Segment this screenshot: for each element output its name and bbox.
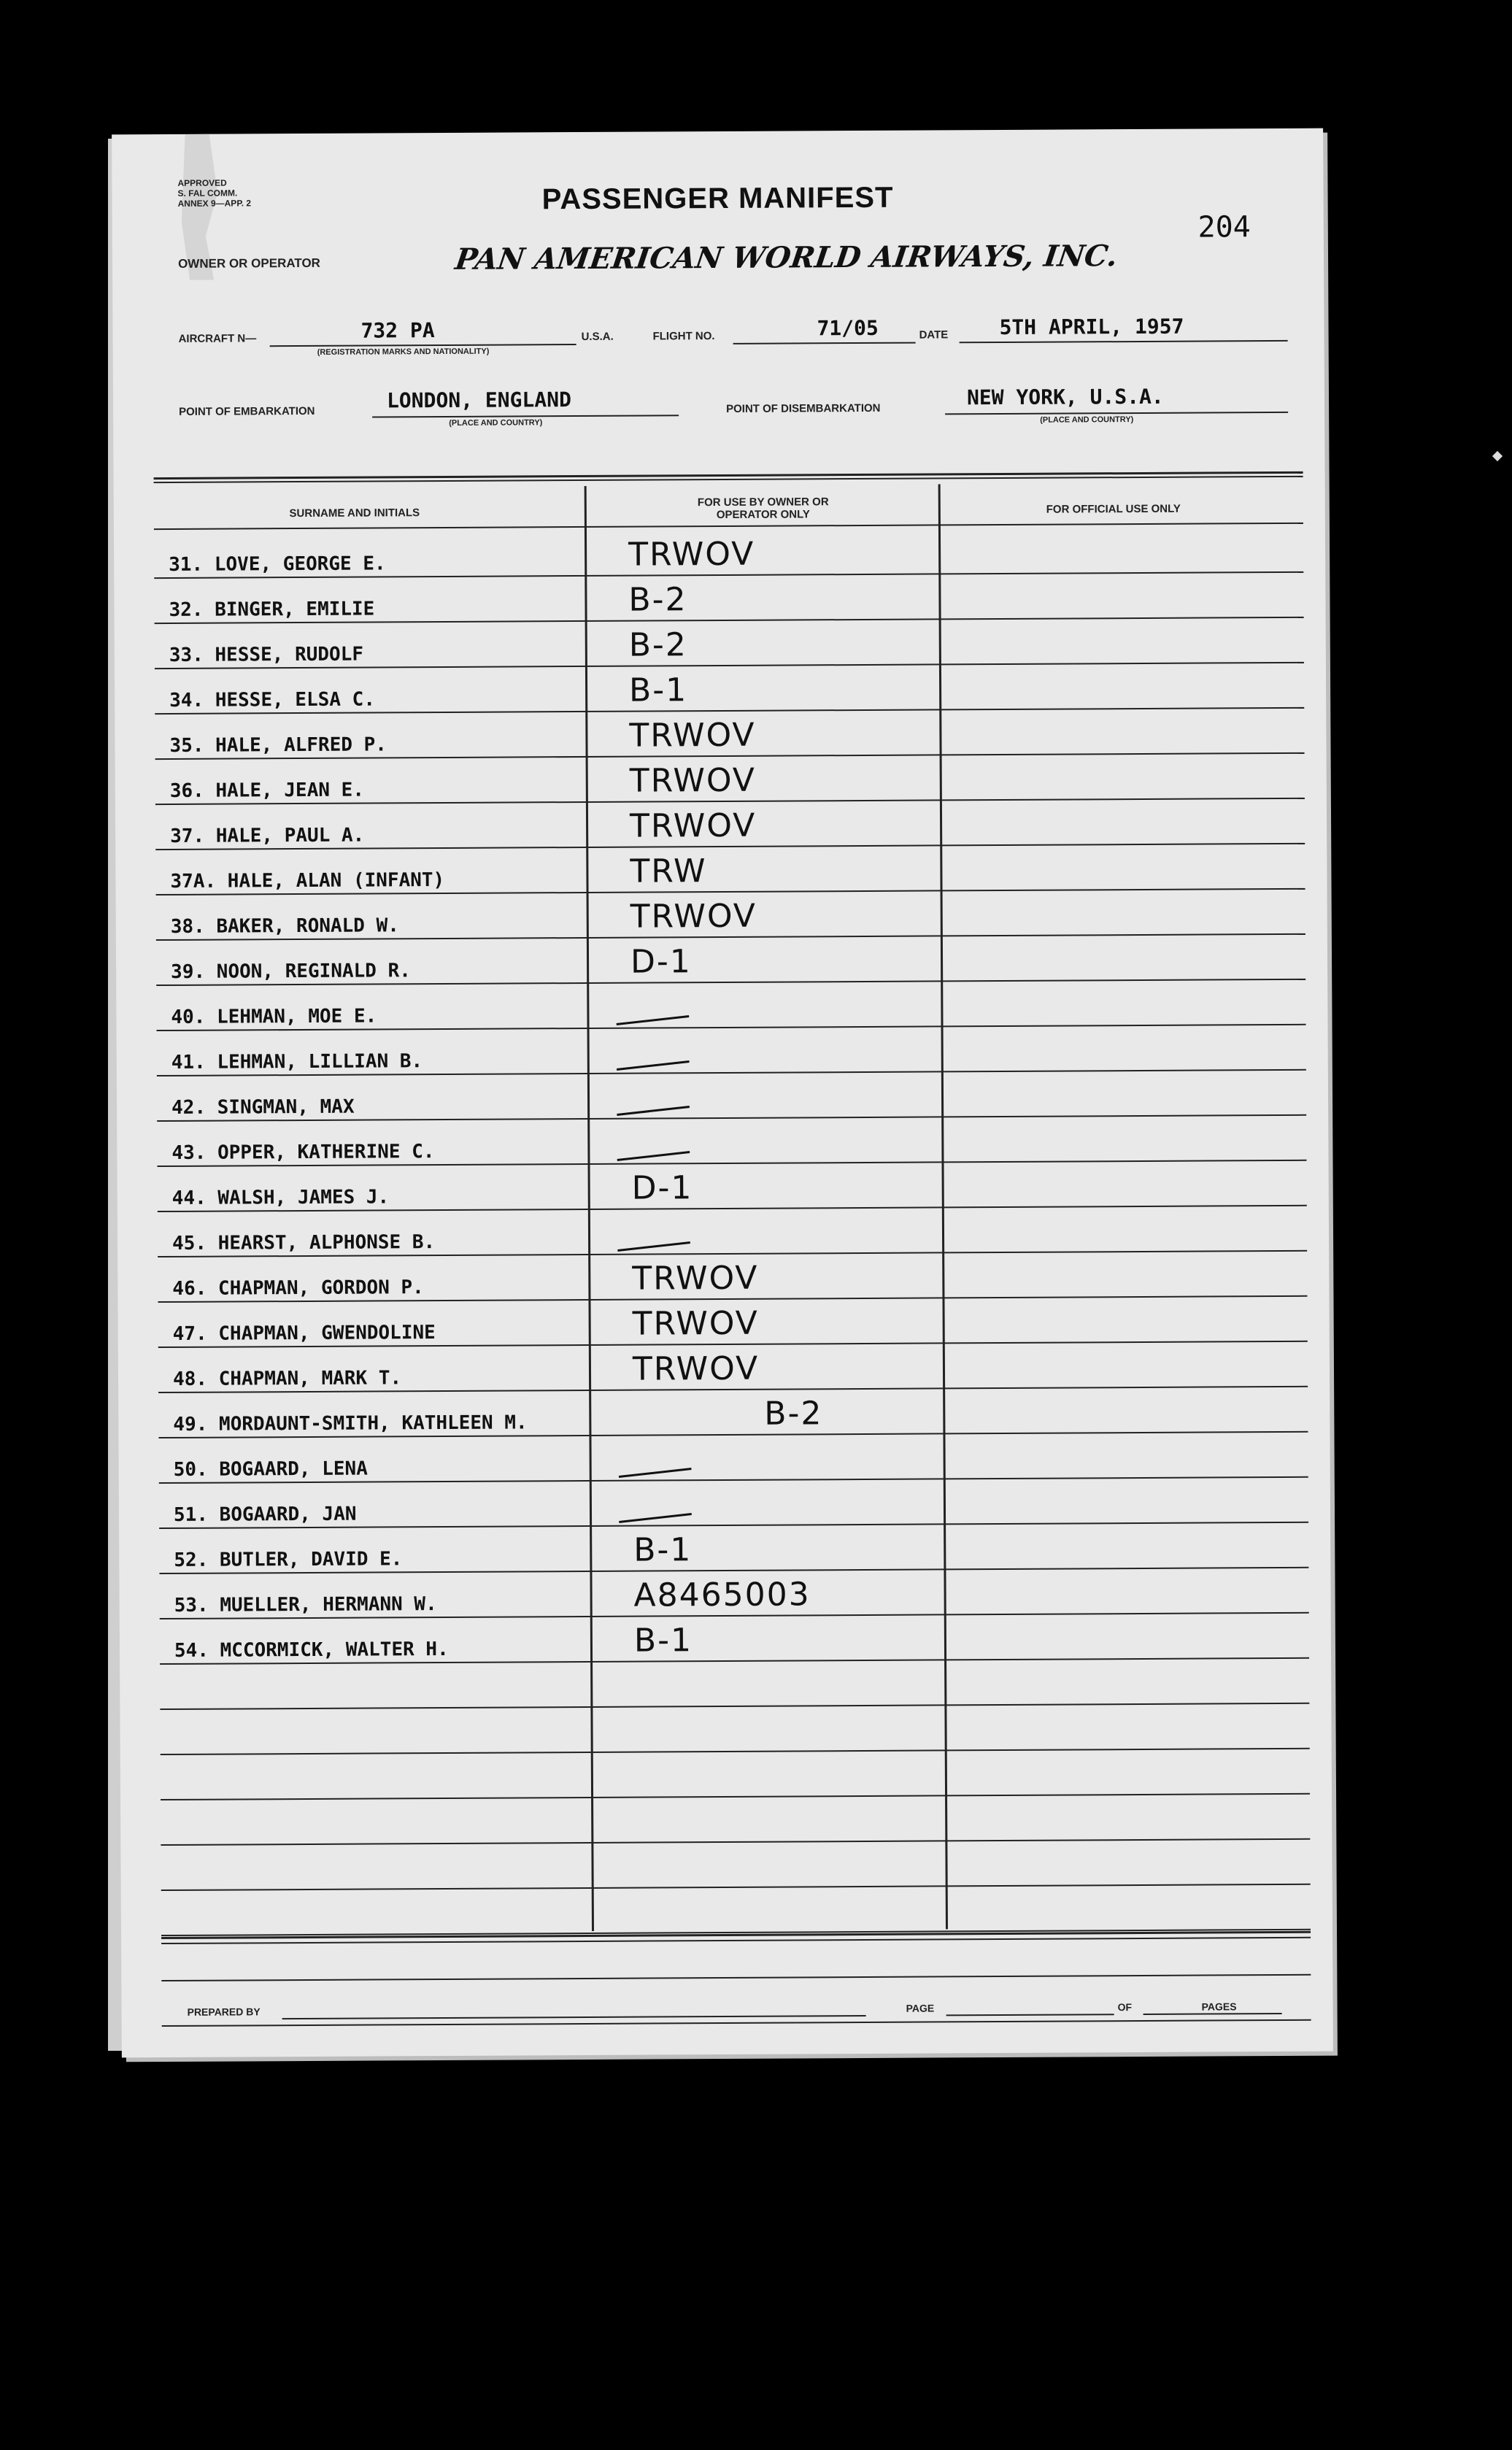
passenger-surname: BINGER, EMILIE bbox=[215, 598, 375, 621]
passenger-name bbox=[174, 1548, 402, 1571]
handwritten-dash bbox=[619, 1513, 692, 1523]
document-title: PASSENGER MANIFEST bbox=[541, 181, 894, 216]
disembarkation-underline bbox=[945, 412, 1288, 415]
table-row bbox=[160, 1612, 1309, 1665]
passenger-number: 53. bbox=[174, 1594, 209, 1617]
embarkation-label: POINT OF EMBARKATION bbox=[179, 404, 315, 418]
passenger-number: 39. bbox=[171, 960, 206, 983]
passenger-surname: CHAPMAN, GWENDOLINE bbox=[218, 1322, 436, 1345]
footer-prepared-by: PREPARED BY bbox=[187, 2006, 261, 2018]
passenger-number: 51. bbox=[173, 1503, 209, 1526]
passenger-number: 42. bbox=[171, 1096, 207, 1119]
handwritten-note: TRWOV bbox=[630, 897, 757, 936]
passenger-number: 40. bbox=[171, 1006, 206, 1028]
embarkation-sub: (PLACE AND COUNTRY) bbox=[449, 418, 543, 428]
table-row bbox=[158, 1295, 1307, 1348]
aircraft-label: AIRCRAFT N— bbox=[178, 332, 257, 345]
table-row bbox=[158, 1160, 1307, 1212]
flight-underline bbox=[733, 342, 916, 344]
table-row bbox=[156, 933, 1305, 986]
aircraft-nation: U.S.A. bbox=[581, 330, 614, 343]
table-row bbox=[158, 1205, 1307, 1257]
handwritten-dash bbox=[617, 1151, 690, 1161]
date-value: 5TH APRIL, 1957 bbox=[999, 314, 1184, 339]
passenger-name bbox=[170, 869, 444, 893]
handwritten-note: D-1 bbox=[630, 943, 692, 981]
handwritten-note: B-1 bbox=[628, 671, 688, 709]
passenger-number: 36. bbox=[169, 779, 204, 802]
passenger-surname: LEHMAN, MOE E. bbox=[216, 1005, 377, 1028]
passenger-name bbox=[172, 1276, 424, 1300]
passenger-number: 31. bbox=[169, 553, 204, 576]
passenger-name bbox=[173, 1367, 401, 1390]
table-row bbox=[157, 1069, 1306, 1122]
passenger-surname: CHAPMAN, GORDON P. bbox=[217, 1276, 424, 1300]
handwritten-note: TRWOV bbox=[628, 535, 755, 574]
table-row bbox=[161, 1748, 1310, 1800]
passenger-name bbox=[171, 1096, 355, 1119]
approval-line: ANNEX 9—APP. 2 bbox=[177, 198, 252, 209]
date-label: DATE bbox=[919, 328, 949, 342]
disembarkation-sub: (PLACE AND COUNTRY) bbox=[1040, 415, 1134, 425]
passenger-name bbox=[171, 1141, 434, 1164]
scan-mark bbox=[1492, 451, 1503, 461]
handwritten-note: TRWOV bbox=[629, 806, 757, 845]
table-row bbox=[158, 1386, 1308, 1438]
passenger-number: 46. bbox=[172, 1277, 207, 1300]
date-underline bbox=[960, 340, 1288, 343]
handwritten-dash bbox=[617, 1060, 690, 1071]
passenger-name bbox=[169, 733, 387, 757]
table-row bbox=[155, 617, 1304, 669]
passenger-name bbox=[169, 598, 374, 620]
table-row bbox=[159, 1522, 1308, 1574]
passenger-name bbox=[171, 914, 399, 938]
passenger-number: 37. bbox=[170, 825, 205, 847]
table-row bbox=[155, 752, 1305, 805]
handwritten-dash bbox=[617, 1106, 690, 1116]
handwritten-dash bbox=[617, 1241, 690, 1252]
passenger-surname: CHAPMAN, MARK T. bbox=[218, 1367, 402, 1390]
passenger-name bbox=[174, 1593, 437, 1617]
passenger-surname: HEARST, ALPHONSE B. bbox=[217, 1231, 436, 1255]
passenger-name bbox=[172, 1231, 435, 1255]
table-row bbox=[161, 1838, 1310, 1891]
passenger-number: 33. bbox=[169, 644, 204, 666]
passenger-number: 38. bbox=[170, 915, 205, 938]
footer-pages: PAGES bbox=[1201, 2000, 1237, 2013]
table-row bbox=[155, 798, 1305, 850]
table-row bbox=[158, 1431, 1308, 1484]
table-row bbox=[154, 571, 1303, 624]
flight-label: FLIGHT NO. bbox=[652, 330, 715, 343]
footer-page: PAGE bbox=[906, 2002, 935, 2014]
table-row bbox=[158, 1250, 1307, 1303]
passenger-surname: MUELLER, HERMANN W. bbox=[220, 1593, 437, 1617]
passenger-surname: HALE, ALFRED P. bbox=[215, 733, 387, 757]
passenger-number: 54. bbox=[174, 1639, 209, 1662]
table-row bbox=[158, 1341, 1308, 1393]
passenger-name bbox=[171, 1005, 377, 1028]
handwritten-note: B-1 bbox=[633, 1622, 693, 1660]
passenger-name bbox=[174, 1503, 357, 1526]
passenger-surname: BAKER, RONALD W. bbox=[216, 914, 399, 938]
passenger-surname: LOVE, GEORGE E. bbox=[214, 552, 386, 576]
table-row bbox=[159, 1567, 1308, 1619]
passenger-number: 32. bbox=[169, 598, 204, 621]
embarkation-value: LONDON, ENGLAND bbox=[386, 388, 571, 413]
passenger-surname: HALE, ALAN (INFANT) bbox=[227, 868, 445, 893]
passenger-number: 45. bbox=[171, 1232, 207, 1255]
handwritten-note: TRW bbox=[630, 852, 707, 890]
table-row bbox=[156, 979, 1305, 1031]
passenger-surname: SINGMAN, MAX bbox=[217, 1095, 355, 1119]
handwritten-note: TRWOV bbox=[629, 761, 757, 800]
passenger-surname: BOGAARD, JAN bbox=[219, 1503, 357, 1526]
disembarkation-label: POINT OF DISEMBARKATION bbox=[726, 401, 881, 415]
handwritten-note: TRWOV bbox=[632, 1304, 759, 1343]
handwritten-note: TRWOV bbox=[632, 1259, 759, 1298]
passenger-surname: HESSE, RUDOLF bbox=[215, 643, 364, 666]
passenger-number: 48. bbox=[172, 1368, 208, 1390]
page-number: 204 bbox=[1197, 210, 1251, 244]
passenger-surname: HESSE, ELSA C. bbox=[215, 688, 376, 712]
passenger-name bbox=[171, 960, 411, 983]
passenger-surname: BOGAARD, LENA bbox=[219, 1457, 368, 1481]
handwritten-note: B-2 bbox=[628, 581, 687, 619]
handwritten-note: D-1 bbox=[631, 1169, 693, 1207]
passenger-name bbox=[170, 779, 364, 802]
passenger-surname: NOON, REGINALD R. bbox=[216, 960, 411, 983]
table-row bbox=[155, 707, 1304, 760]
table-row bbox=[156, 888, 1305, 941]
handwritten-note: TRWOV bbox=[629, 716, 756, 755]
disembarkation-value: NEW YORK, U.S.A. bbox=[966, 384, 1164, 410]
flight-value: 71/05 bbox=[817, 315, 879, 341]
table-row bbox=[154, 526, 1303, 579]
passenger-surname: HALE, PAUL A. bbox=[215, 824, 365, 847]
passenger-name bbox=[174, 1458, 368, 1481]
passenger-name bbox=[171, 1050, 423, 1074]
footer-of: OF bbox=[1117, 2001, 1133, 2014]
handwritten-note: B-2 bbox=[628, 626, 687, 664]
approval-line: S. FAL COMM. bbox=[177, 188, 238, 199]
passenger-number: 50. bbox=[173, 1458, 208, 1481]
passenger-number: 35. bbox=[169, 734, 204, 757]
passenger-surname: OPPER, KATHERINE C. bbox=[217, 1141, 435, 1164]
passenger-name bbox=[169, 688, 375, 711]
column-header-owner-use: FOR USE BY OWNER OR OPERATOR ONLY bbox=[697, 496, 829, 522]
passenger-name bbox=[169, 644, 363, 666]
passenger-surname: MCCORMICK, WALTER H. bbox=[220, 1638, 449, 1662]
passenger-name bbox=[170, 825, 364, 847]
passenger-name bbox=[173, 1322, 436, 1345]
passenger-number: 34. bbox=[169, 689, 204, 712]
embarkation-underline bbox=[372, 415, 679, 417]
table-row bbox=[160, 1657, 1309, 1710]
handwritten-note: B-2 bbox=[764, 1395, 823, 1433]
passenger-name bbox=[169, 552, 386, 576]
handwritten-note: B-1 bbox=[633, 1531, 693, 1569]
passenger-number: 47. bbox=[172, 1322, 207, 1345]
passenger-surname: HALE, JEAN E. bbox=[215, 779, 365, 802]
passenger-number: 43. bbox=[171, 1141, 207, 1164]
column-header-surname: SURNAME AND INITIALS bbox=[289, 506, 420, 520]
table-row bbox=[155, 662, 1304, 714]
passenger-surname: MORDAUNT-SMITH, KATHLEEN M. bbox=[218, 1411, 528, 1436]
passenger-number: 37A. bbox=[170, 870, 217, 893]
handwritten-note: A8465003 bbox=[633, 1576, 811, 1614]
aircraft-underline bbox=[270, 344, 576, 347]
passenger-surname: LEHMAN, LILLIAN B. bbox=[217, 1050, 423, 1074]
table-row bbox=[161, 1793, 1310, 1846]
owner-label: OWNER OR OPERATOR bbox=[177, 255, 320, 271]
passenger-name bbox=[174, 1638, 449, 1662]
approval-line: APPROVED bbox=[177, 177, 227, 188]
table-row bbox=[155, 843, 1305, 895]
table-row bbox=[161, 1884, 1311, 1936]
passenger-name bbox=[173, 1411, 527, 1436]
table-row bbox=[157, 1024, 1306, 1076]
table-row bbox=[160, 1703, 1309, 1755]
passenger-number: 49. bbox=[173, 1413, 208, 1436]
passenger-surname: WALSH, JAMES J. bbox=[217, 1186, 390, 1209]
handwritten-dash bbox=[619, 1468, 692, 1478]
table-row bbox=[159, 1476, 1308, 1529]
handwritten-note: TRWOV bbox=[632, 1349, 760, 1388]
aircraft-sub: (REGISTRATION MARKS AND NATIONALITY) bbox=[317, 347, 490, 357]
passenger-number: 44. bbox=[171, 1187, 207, 1209]
passenger-number: 41. bbox=[171, 1051, 206, 1074]
column-header-official-use: FOR OFFICIAL USE ONLY bbox=[1046, 502, 1181, 516]
passenger-number: 52. bbox=[174, 1549, 209, 1571]
passenger-name bbox=[172, 1186, 390, 1209]
handwritten-dash bbox=[617, 1015, 690, 1025]
aircraft-value: 732 PA bbox=[360, 318, 435, 343]
manifest-document bbox=[112, 128, 1333, 2058]
table-row bbox=[157, 1114, 1306, 1167]
passenger-surname: BUTLER, DAVID E. bbox=[219, 1548, 403, 1571]
airline-name: PAN AMERICAN WORLD AIRWAYS, INC. bbox=[452, 239, 1120, 277]
